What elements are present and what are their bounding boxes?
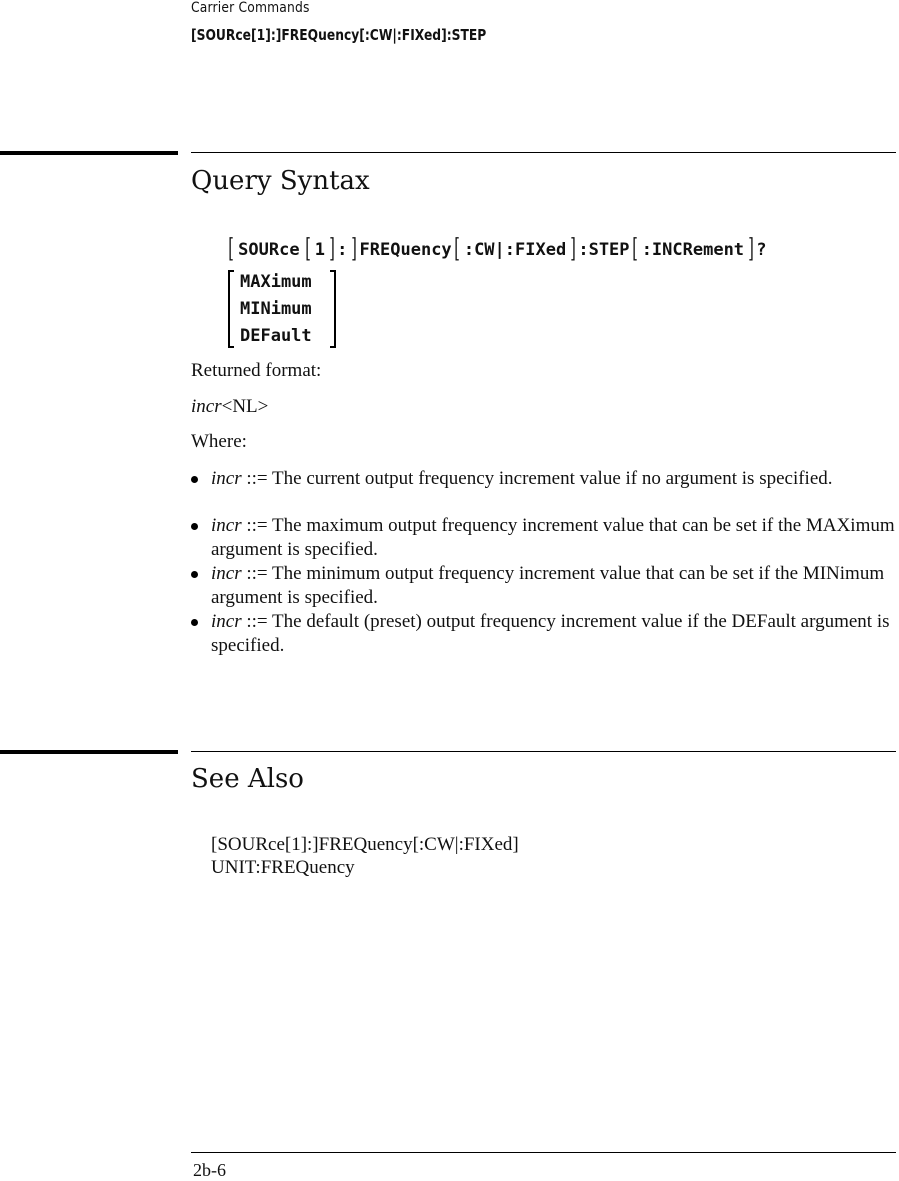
param-default: DEFault — [240, 326, 312, 346]
bullet — [191, 523, 198, 530]
query-syntax-heading: Query Syntax — [191, 166, 370, 196]
section-margin-bar — [0, 750, 178, 754]
bracket-open: [ — [453, 234, 460, 264]
running-header-title: Carrier Commands — [191, 0, 310, 16]
definition-text: The maximum output frequency increment value that can be set if the MAXimum argument is specified. — [211, 515, 895, 560]
param-maximum: MAXimum — [240, 272, 312, 292]
bullet — [191, 476, 198, 483]
section-divider — [191, 152, 896, 153]
section-divider — [191, 751, 896, 752]
definition-item — [211, 562, 899, 610]
definition-var: incr — [211, 611, 242, 632]
bracket-open: [ — [228, 234, 234, 264]
bracket-open: [ — [631, 234, 638, 264]
where-label: Where: — [191, 431, 247, 452]
running-header-command: [SOURce[1]:]FREQuency[:CW|:FIXed]:STEP — [191, 26, 487, 44]
definition-text: The default (preset) output frequency increment value if the DEFault argument is specified. — [211, 611, 890, 656]
definition-item — [211, 610, 899, 658]
syntax-source: SOURce — [238, 240, 300, 260]
definition-item — [211, 514, 899, 562]
see-also-link[interactable]: UNIT:FREQuency — [211, 857, 355, 878]
syntax-one: 1 — [314, 240, 325, 260]
bracket-close: ] — [570, 234, 577, 264]
returned-suffix: <NL> — [221, 396, 269, 417]
syntax-cw-fixed: :CW|:FIXed — [463, 240, 567, 260]
bracket-open: [ — [304, 234, 311, 264]
param-bracket-left — [228, 270, 234, 348]
definition-text: The current output frequency increment value if no argument is specified. — [272, 468, 833, 489]
page-number: 2b-6 — [193, 1160, 226, 1180]
definition-op: ::= — [241, 611, 273, 632]
definition-var: incr — [211, 563, 242, 584]
bracket-close: ] — [329, 234, 335, 264]
section-margin-bar — [0, 151, 178, 155]
bracket-close: ] — [748, 234, 754, 264]
syntax-increment: :INCRement — [641, 240, 745, 260]
returned-var: incr — [191, 396, 222, 417]
footer-divider — [191, 1152, 896, 1153]
returned-format-value — [191, 396, 268, 418]
definition-op: ::= — [241, 515, 273, 536]
bullet — [191, 571, 198, 578]
parameter-options — [228, 270, 336, 348]
definition-op: ::= — [241, 563, 273, 584]
query-syntax-line — [226, 234, 767, 264]
definition-var: incr — [211, 468, 242, 489]
syntax-frequency: FREQuency — [359, 240, 452, 260]
see-also-heading: See Also — [191, 764, 304, 794]
returned-format-label: Returned format: — [191, 360, 322, 381]
bracket-close: ] — [351, 234, 358, 264]
param-minimum: MINimum — [240, 299, 312, 319]
definition-op: ::= — [241, 468, 273, 489]
param-bracket-right — [330, 270, 336, 348]
see-also-link[interactable]: [SOURce[1]:]FREQuency[:CW|:FIXed] — [211, 834, 519, 855]
syntax-query-mark: ? — [756, 240, 767, 260]
definition-item — [211, 467, 899, 491]
definition-var: incr — [211, 515, 242, 536]
definition-text: The minimum output frequency increment value that can be set if the MINimum argument is specified. — [211, 563, 885, 608]
bullet — [191, 619, 198, 626]
syntax-colon: : — [337, 240, 348, 260]
syntax-step: :STEP — [578, 240, 630, 260]
